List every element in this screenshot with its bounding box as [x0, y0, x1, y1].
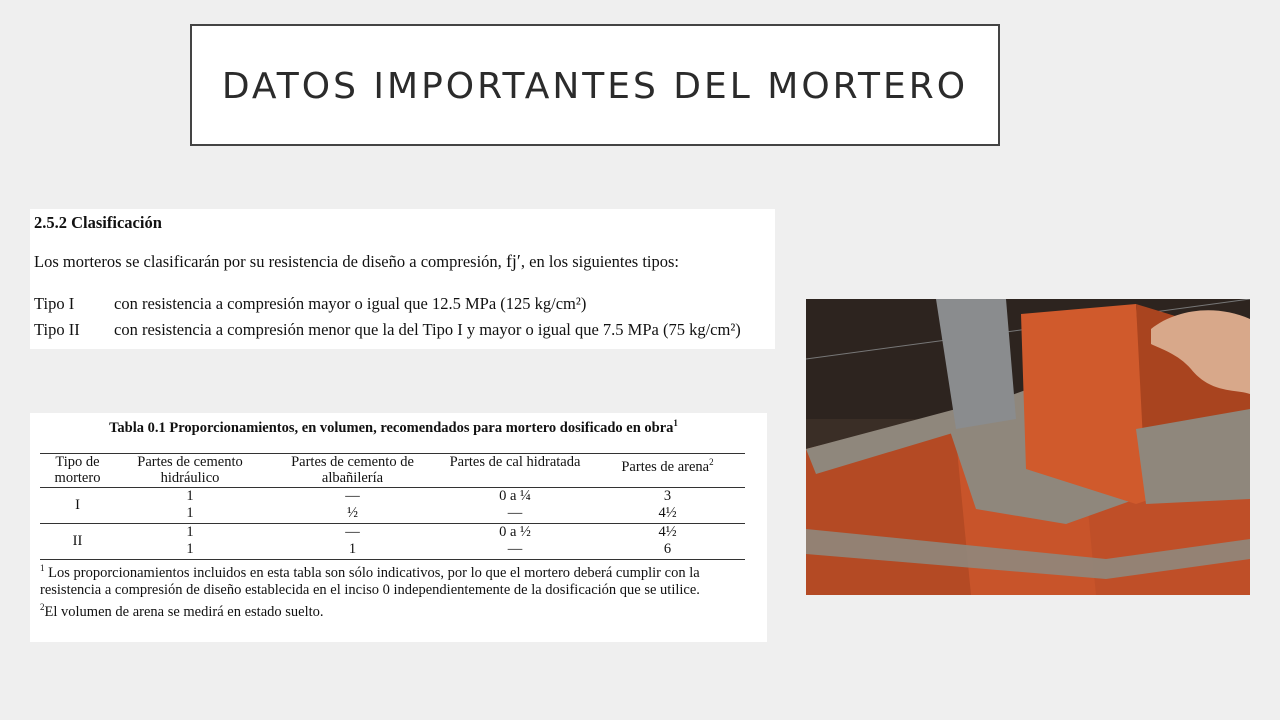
title-box [190, 24, 1000, 146]
proportions-table-section [30, 413, 767, 642]
type-cell: I [75, 496, 80, 513]
table-cell: 1 [186, 487, 194, 504]
table-group [40, 523, 745, 559]
type-name: Tipo II [34, 320, 80, 339]
slide-title: DATOS IMPORTANTES DEL MORTERO [221, 65, 969, 107]
header-text: Partes de arena [621, 458, 710, 475]
proportions-table [40, 453, 745, 560]
table-cell: 4½ [658, 505, 677, 522]
type-row [34, 320, 771, 340]
header-cell: Partes de cemento de albañilería [291, 453, 414, 486]
classification-heading: 2.5.2 Clasificación [34, 213, 162, 232]
table-cell: 3 [663, 487, 672, 504]
table-group [40, 487, 745, 523]
header-cell: Partes de cal hidratada [449, 453, 581, 470]
header-footnote-mark: 2 [709, 456, 714, 467]
table-cell: 1 [186, 505, 194, 522]
table-caption [40, 418, 747, 437]
intro-before: Los morteros se clasificarán por su resistencia de diseño a compresión, [34, 252, 506, 271]
caption-footnote-mark: 1 [673, 418, 678, 428]
table-cell: 0 a ½ [499, 523, 531, 540]
table-cell: 0 a ¼ [499, 487, 531, 504]
table-cell: — [345, 523, 360, 540]
footnote [40, 599, 740, 621]
table-cell: — [507, 505, 523, 522]
table-cell: — [345, 487, 360, 504]
footnote-text: Los proporcionamientos incluidos en esta tabla son sólo indicativos, por lo que el mortero deberá cumplir con la resistencia a compresión de diseño establecida en el inciso 0 independientemente de la dosificación que se utilice. [40, 564, 700, 598]
type-cell: II [72, 532, 83, 549]
footnote [40, 560, 740, 599]
type-name: Tipo I [34, 294, 75, 313]
footnote-text: El volumen de arena se medirá en estado suelto. [44, 603, 324, 620]
bricklaying-illustration [806, 299, 1250, 595]
table-cell: — [507, 541, 523, 558]
table-cell: 6 [663, 541, 672, 558]
classification-section [30, 209, 775, 349]
table-row [40, 523, 745, 541]
type-row [34, 294, 771, 314]
header-cell [590, 453, 745, 487]
type-description: con resistencia a compresión mayor o igual que 12.5 MPa (125 kg/cm²) [114, 294, 587, 313]
classification-intro [34, 251, 771, 272]
table-row [40, 487, 745, 505]
fj-symbol: fj′ [505, 251, 521, 271]
bricklaying-photo [806, 299, 1250, 595]
type-description: con resistencia a compresión menor que la del Tipo I y mayor o igual que 7.5 MPa (75 kg/cm²) [114, 320, 741, 339]
header-cell: Partes de cemento hidráulico [137, 453, 243, 486]
intro-after: , en los siguientes tipos: [520, 252, 679, 271]
table-header-row [40, 453, 745, 487]
table-row [40, 541, 745, 559]
table-cell: 1 [348, 541, 357, 558]
table-cell: 4½ [658, 523, 677, 540]
table-row [40, 505, 745, 523]
table-footnotes [40, 560, 740, 621]
footnote-mark: 2 [40, 601, 45, 612]
footnote-mark: 1 [40, 562, 45, 573]
header-cell: Tipo de mortero [54, 453, 101, 486]
table-cell: ½ [347, 505, 358, 522]
table-cell: 1 [186, 523, 194, 540]
table-caption-text: Tabla 0.1 Proporcionamientos, en volumen, recomendados para mortero dosificado en obra [109, 419, 674, 436]
table-cell: 1 [186, 541, 194, 558]
